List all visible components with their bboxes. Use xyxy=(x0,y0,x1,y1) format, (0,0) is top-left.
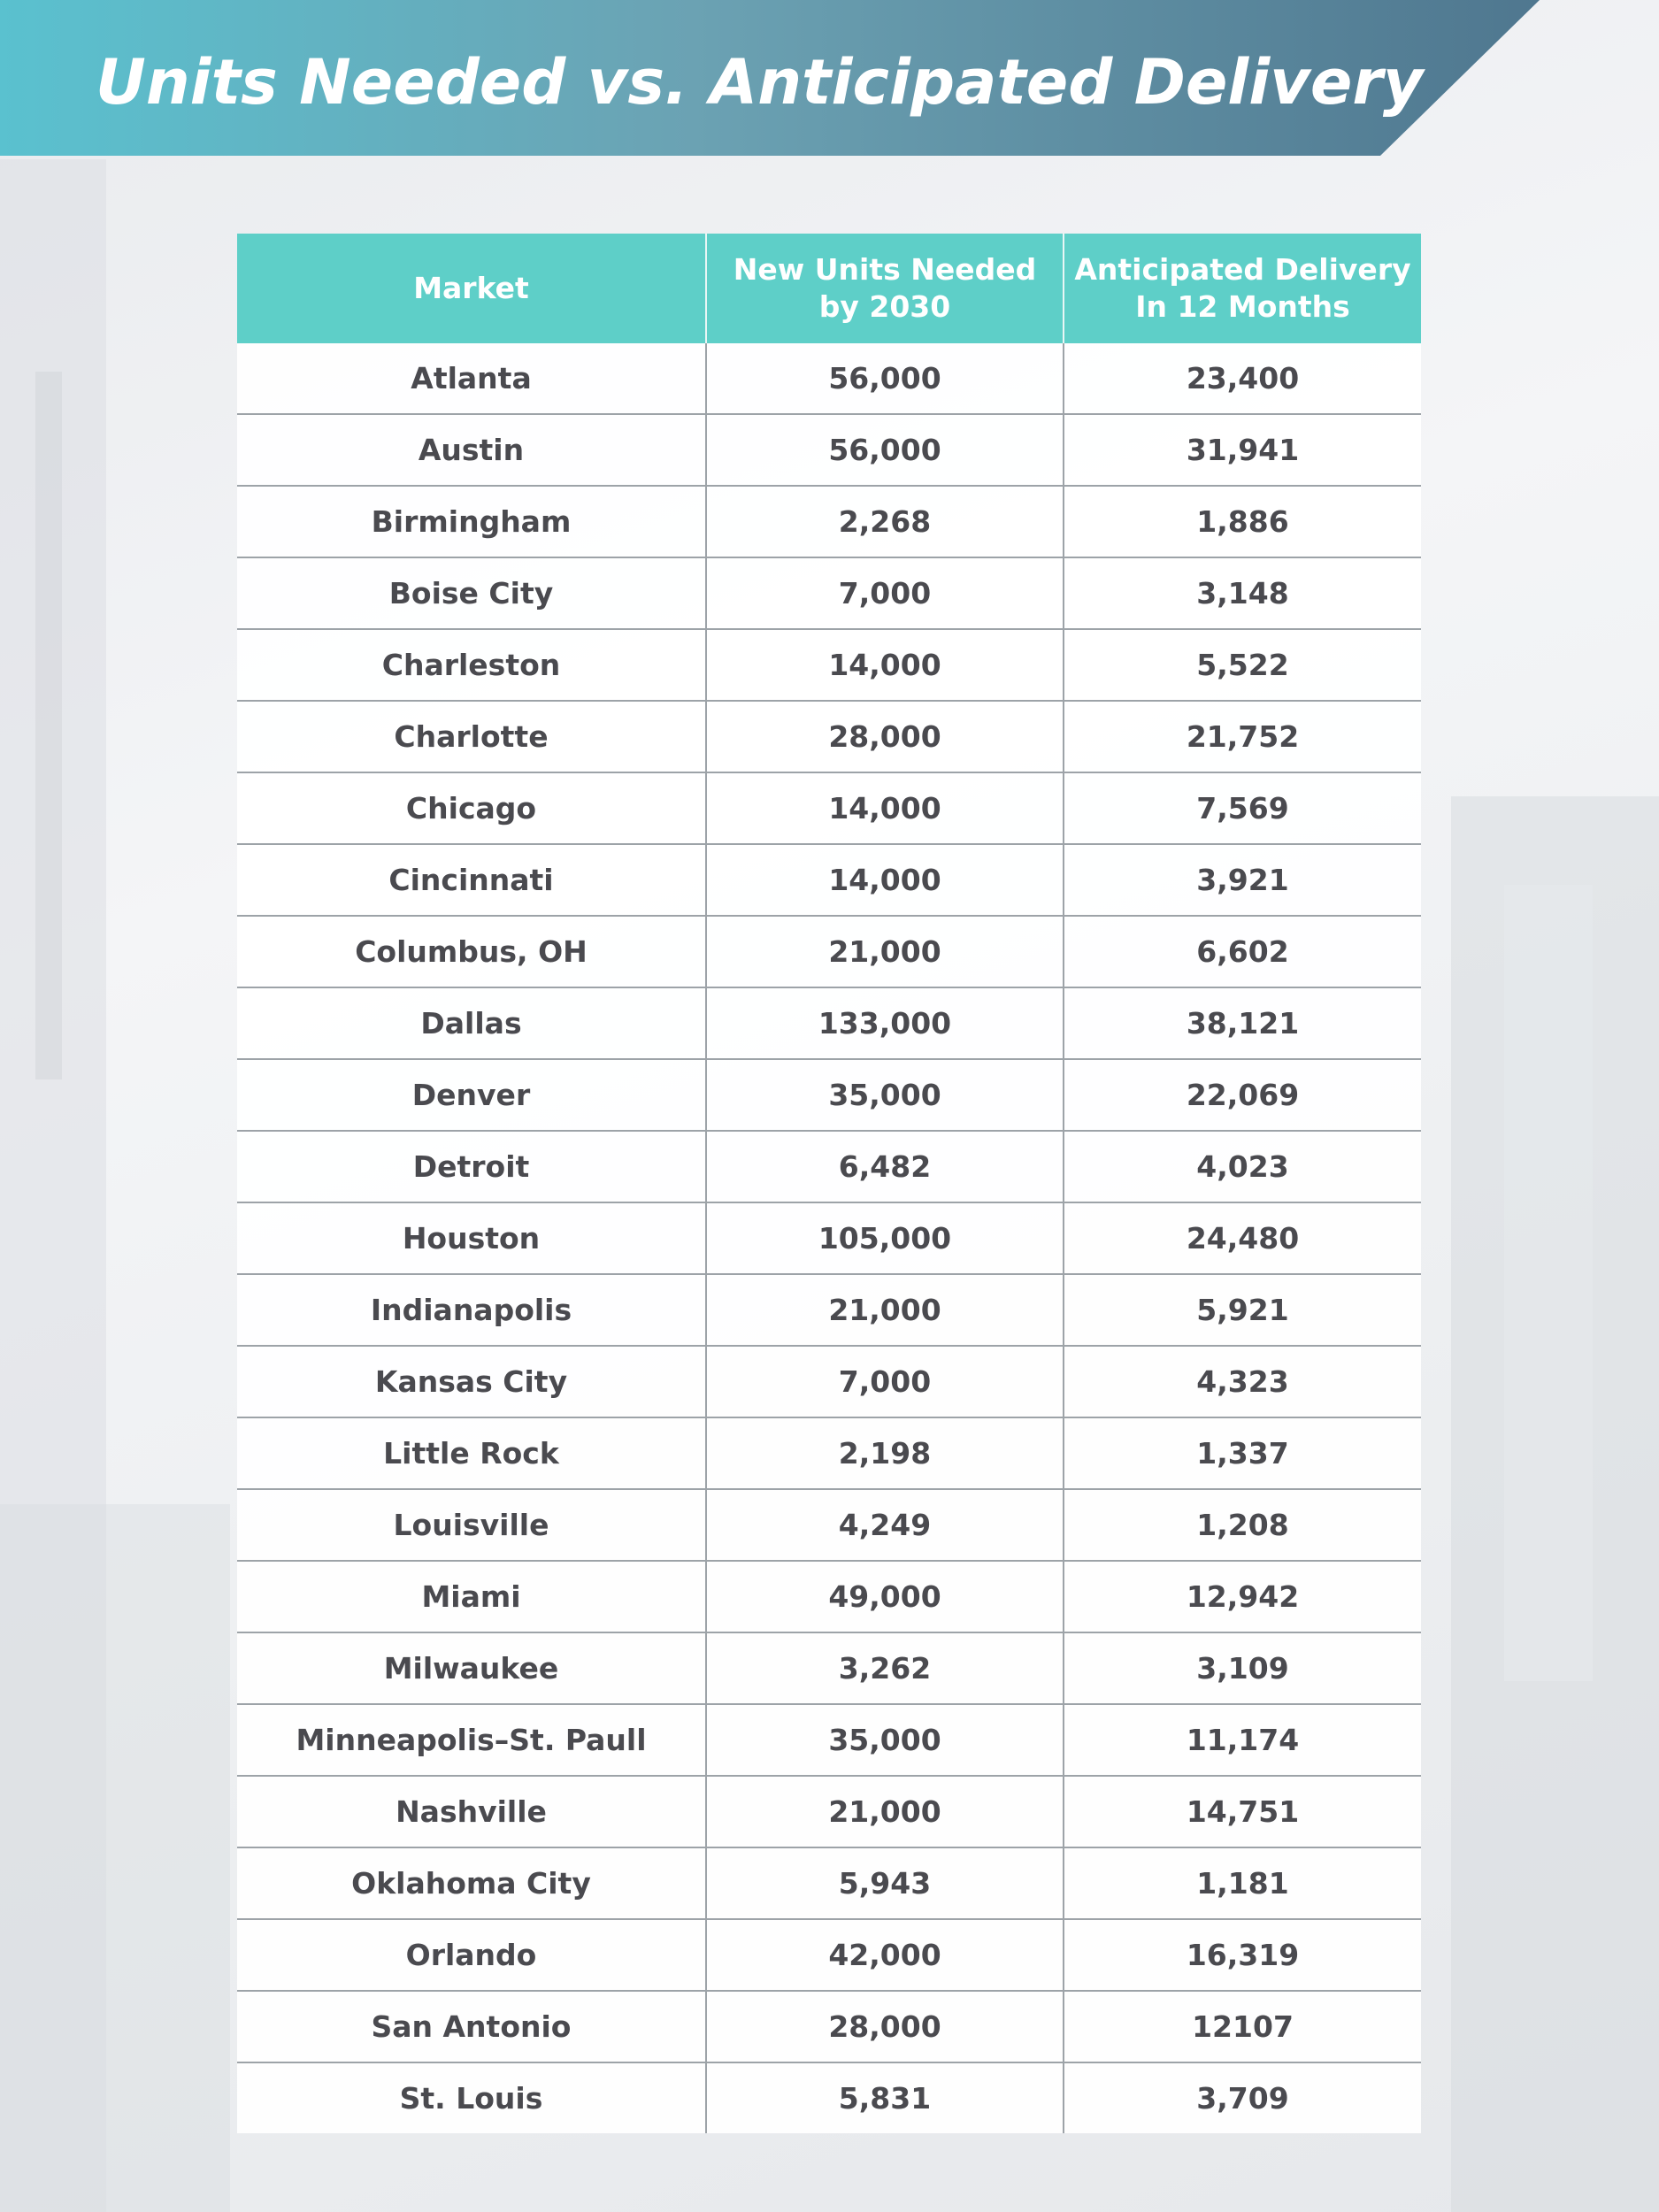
cell-units-needed: 35,000 xyxy=(706,1704,1064,1776)
cell-anticipated-delivery: 3,109 xyxy=(1064,1632,1421,1704)
cell-units-needed: 105,000 xyxy=(706,1202,1064,1274)
column-header-line: In 12 Months xyxy=(1135,289,1350,324)
cell-anticipated-delivery: 12,942 xyxy=(1064,1561,1421,1632)
table-row xyxy=(237,343,1421,414)
cell-market: Orlando xyxy=(237,1919,706,1991)
table-row xyxy=(237,1346,1421,1417)
table-row xyxy=(237,414,1421,486)
table-row xyxy=(237,1919,1421,1991)
cell-anticipated-delivery: 1,337 xyxy=(1064,1417,1421,1489)
cell-units-needed: 21,000 xyxy=(706,1776,1064,1847)
cell-anticipated-delivery: 1,181 xyxy=(1064,1847,1421,1919)
cell-market: Houston xyxy=(237,1202,706,1274)
table-header xyxy=(237,234,1421,343)
units-table-container xyxy=(237,234,1421,2133)
table-row xyxy=(237,987,1421,1059)
cell-market: Atlanta xyxy=(237,343,706,414)
cell-market: Boise City xyxy=(237,557,706,629)
cell-market: Kansas City xyxy=(237,1346,706,1417)
table-row xyxy=(237,1131,1421,1202)
cell-anticipated-delivery: 12107 xyxy=(1064,1991,1421,2062)
table-row xyxy=(237,701,1421,772)
cell-units-needed: 56,000 xyxy=(706,343,1064,414)
header-row xyxy=(237,234,1421,343)
cell-anticipated-delivery: 14,751 xyxy=(1064,1776,1421,1847)
cell-anticipated-delivery: 3,709 xyxy=(1064,2062,1421,2133)
cell-units-needed: 28,000 xyxy=(706,1991,1064,2062)
cell-market: Miami xyxy=(237,1561,706,1632)
cell-market: Cincinnati xyxy=(237,844,706,916)
table-row xyxy=(237,486,1421,557)
column-header-line: Market xyxy=(413,271,529,305)
table-row xyxy=(237,1417,1421,1489)
cell-units-needed: 21,000 xyxy=(706,916,1064,987)
cell-units-needed: 42,000 xyxy=(706,1919,1064,1991)
table-row xyxy=(237,1274,1421,1346)
column-header-line: New Units Needed xyxy=(733,252,1037,287)
cell-anticipated-delivery: 7,569 xyxy=(1064,772,1421,844)
cell-anticipated-delivery: 16,319 xyxy=(1064,1919,1421,1991)
cell-anticipated-delivery: 4,323 xyxy=(1064,1346,1421,1417)
cell-market: Oklahoma City xyxy=(237,1847,706,1919)
page-title: Units Needed vs. Anticipated Delivery xyxy=(96,46,1424,119)
cell-anticipated-delivery: 3,148 xyxy=(1064,557,1421,629)
cell-units-needed: 14,000 xyxy=(706,844,1064,916)
cell-market: Columbus, OH xyxy=(237,916,706,987)
cell-units-needed: 14,000 xyxy=(706,629,1064,701)
table-row xyxy=(237,1202,1421,1274)
cell-market: Birmingham xyxy=(237,486,706,557)
column-header-market xyxy=(237,234,706,343)
cell-market: Milwaukee xyxy=(237,1632,706,1704)
cell-market: Detroit xyxy=(237,1131,706,1202)
cell-units-needed: 2,198 xyxy=(706,1417,1064,1489)
table-row xyxy=(237,1632,1421,1704)
table-row xyxy=(237,1704,1421,1776)
cell-market: Louisville xyxy=(237,1489,706,1561)
cell-market: Minneapolis–St. Paull xyxy=(237,1704,706,1776)
table-row xyxy=(237,1561,1421,1632)
table-row xyxy=(237,1489,1421,1561)
column-header-line: Anticipated Delivery xyxy=(1074,252,1411,287)
cell-units-needed: 5,943 xyxy=(706,1847,1064,1919)
table-row xyxy=(237,629,1421,701)
cell-units-needed: 4,249 xyxy=(706,1489,1064,1561)
cell-market: Denver xyxy=(237,1059,706,1131)
cell-market: Chicago xyxy=(237,772,706,844)
cell-anticipated-delivery: 5,522 xyxy=(1064,629,1421,701)
cell-anticipated-delivery: 24,480 xyxy=(1064,1202,1421,1274)
table-row xyxy=(237,844,1421,916)
cell-units-needed: 5,831 xyxy=(706,2062,1064,2133)
cell-units-needed: 28,000 xyxy=(706,701,1064,772)
cell-anticipated-delivery: 23,400 xyxy=(1064,343,1421,414)
cell-anticipated-delivery: 6,602 xyxy=(1064,916,1421,987)
cell-market: Charleston xyxy=(237,629,706,701)
cell-anticipated-delivery: 21,752 xyxy=(1064,701,1421,772)
cell-units-needed: 3,262 xyxy=(706,1632,1064,1704)
table-row xyxy=(237,557,1421,629)
table-row xyxy=(237,2062,1421,2133)
cell-units-needed: 35,000 xyxy=(706,1059,1064,1131)
column-header-anticipated-delivery xyxy=(1064,234,1421,343)
cell-anticipated-delivery: 11,174 xyxy=(1064,1704,1421,1776)
cell-market: St. Louis xyxy=(237,2062,706,2133)
cell-market: Charlotte xyxy=(237,701,706,772)
cell-units-needed: 7,000 xyxy=(706,557,1064,629)
cell-market: San Antonio xyxy=(237,1991,706,2062)
cell-units-needed: 49,000 xyxy=(706,1561,1064,1632)
table-row xyxy=(237,1991,1421,2062)
units-table xyxy=(237,234,1421,2133)
cell-anticipated-delivery: 4,023 xyxy=(1064,1131,1421,1202)
cell-market: Little Rock xyxy=(237,1417,706,1489)
cell-units-needed: 21,000 xyxy=(706,1274,1064,1346)
cell-units-needed: 6,482 xyxy=(706,1131,1064,1202)
cell-anticipated-delivery: 3,921 xyxy=(1064,844,1421,916)
cell-anticipated-delivery: 22,069 xyxy=(1064,1059,1421,1131)
background-building-bottom-left xyxy=(0,1504,230,2212)
cell-anticipated-delivery: 5,921 xyxy=(1064,1274,1421,1346)
column-header-line: by 2030 xyxy=(818,289,951,324)
cell-market: Dallas xyxy=(237,987,706,1059)
cell-anticipated-delivery: 38,121 xyxy=(1064,987,1421,1059)
table-row xyxy=(237,772,1421,844)
table-row xyxy=(237,1059,1421,1131)
column-header-units-needed xyxy=(706,234,1064,343)
cell-units-needed: 133,000 xyxy=(706,987,1064,1059)
cell-units-needed: 2,268 xyxy=(706,486,1064,557)
cell-anticipated-delivery: 31,941 xyxy=(1064,414,1421,486)
table-row xyxy=(237,1776,1421,1847)
cell-anticipated-delivery: 1,886 xyxy=(1064,486,1421,557)
cell-market: Indianapolis xyxy=(237,1274,706,1346)
table-body xyxy=(237,343,1421,2133)
background-building-left-detail xyxy=(35,372,62,1079)
table-row xyxy=(237,1847,1421,1919)
cell-anticipated-delivery: 1,208 xyxy=(1064,1489,1421,1561)
background-building-right-detail xyxy=(1504,885,1593,1681)
cell-units-needed: 14,000 xyxy=(706,772,1064,844)
cell-units-needed: 7,000 xyxy=(706,1346,1064,1417)
cell-market: Nashville xyxy=(237,1776,706,1847)
cell-market: Austin xyxy=(237,414,706,486)
table-row xyxy=(237,916,1421,987)
cell-units-needed: 56,000 xyxy=(706,414,1064,486)
